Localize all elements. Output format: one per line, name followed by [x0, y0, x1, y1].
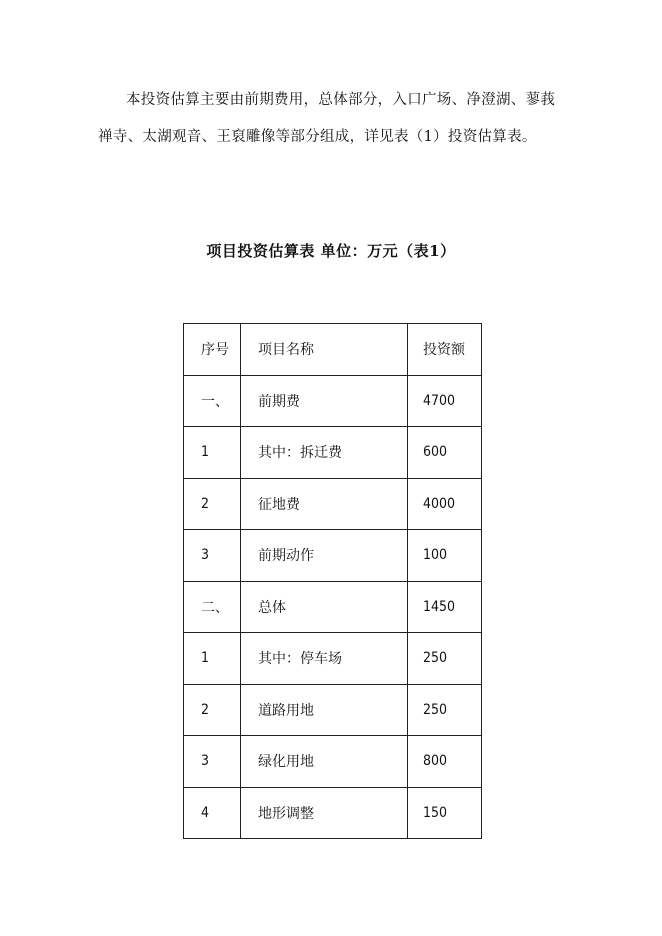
row-name: 绿化用地	[241, 736, 408, 788]
row-amount: 800	[408, 736, 482, 788]
row-name: 道路用地	[241, 684, 408, 736]
header-name: 项目名称	[241, 324, 408, 376]
table-row	[184, 684, 482, 736]
table-row	[184, 427, 482, 479]
row-name: 前期动作	[241, 530, 408, 582]
table-row	[184, 530, 482, 582]
row-amount: 250	[408, 633, 482, 685]
header-seq: 序号	[184, 324, 241, 376]
row-amount: 1450	[408, 581, 482, 633]
investment-table	[183, 323, 482, 839]
row-amount: 100	[408, 530, 482, 582]
row-amount: 4700	[408, 375, 482, 427]
row-seq: 一、	[184, 375, 241, 427]
row-name: 其中：拆迁费	[241, 427, 408, 479]
row-name: 地形调整	[241, 787, 408, 839]
table-row	[184, 478, 482, 530]
table-row	[184, 633, 482, 685]
table-title: 项目投资估算表 单位：万元（表1）	[206, 242, 456, 260]
row-amount: 150	[408, 787, 482, 839]
table-row	[184, 787, 482, 839]
row-amount: 4000	[408, 478, 482, 530]
row-seq: 2	[184, 478, 241, 530]
row-seq: 1	[184, 633, 241, 685]
row-name: 前期费	[241, 375, 408, 427]
row-name: 总体	[241, 581, 408, 633]
row-seq: 3	[184, 736, 241, 788]
table-row	[184, 375, 482, 427]
row-name: 征地费	[241, 478, 408, 530]
intro-paragraph: 本投资估算主要由前期费用，总体部分，入口广场、净澄湖、蓼莪禅寺、太湖观音、王裒雕像等部分组成，详见表（1）投资估算表。	[98, 92, 556, 145]
row-seq: 3	[184, 530, 241, 582]
table-row	[184, 581, 482, 633]
row-amount: 250	[408, 684, 482, 736]
table-header-row	[184, 324, 482, 376]
header-amount: 投资额	[408, 324, 482, 376]
row-seq: 1	[184, 427, 241, 479]
row-seq: 二、	[184, 581, 241, 633]
row-name: 其中：停车场	[241, 633, 408, 685]
row-seq: 2	[184, 684, 241, 736]
row-amount: 600	[408, 427, 482, 479]
table-row	[184, 736, 482, 788]
row-seq: 4	[184, 787, 241, 839]
